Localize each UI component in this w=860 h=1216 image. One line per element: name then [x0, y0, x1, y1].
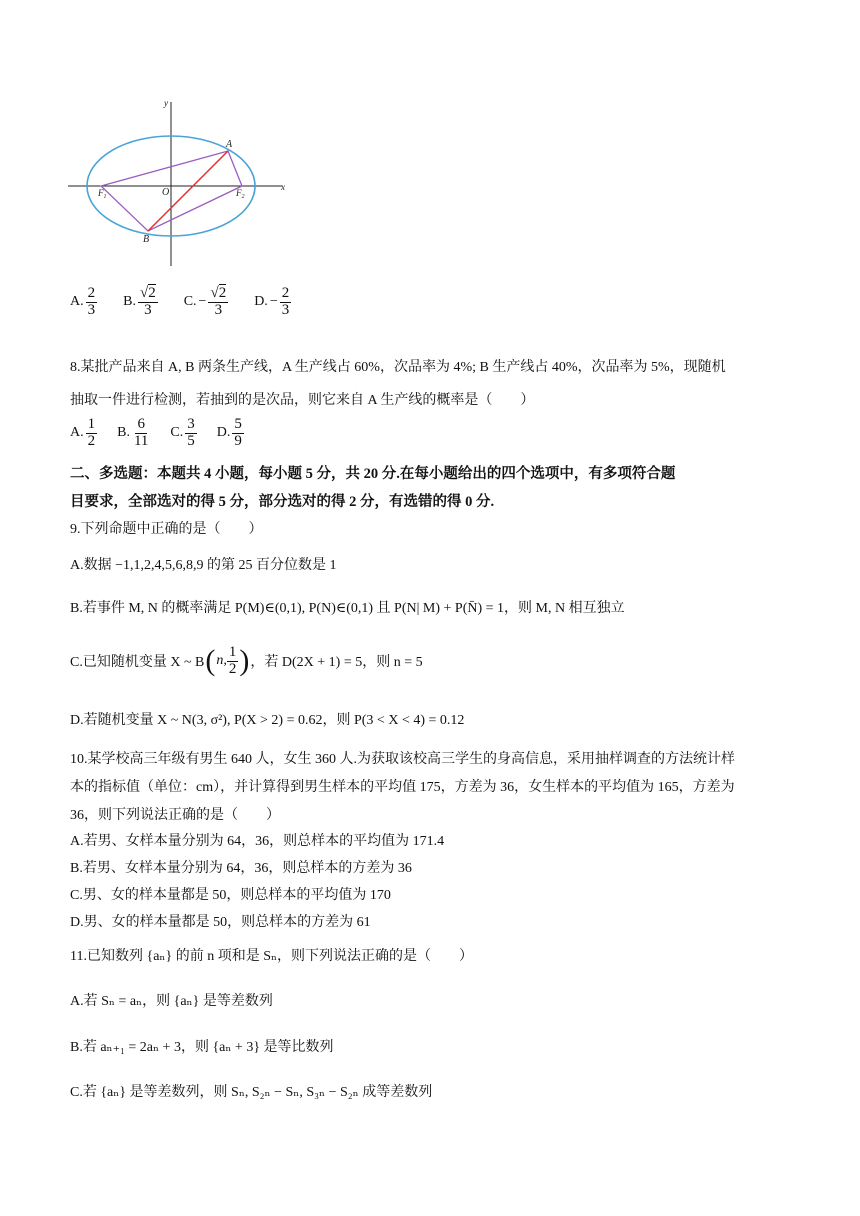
q10-stem-line3: 36，则下列说法正确的是（ ）	[70, 808, 280, 823]
q8-option-a[interactable]: A. $\frac{1}{2}$	[70, 416, 96, 449]
section-2-heading-line2: 目要求，全部选对的得 5 分，部分选对的得 2 分，有选错的得 0 分.	[70, 494, 495, 510]
segment-AB	[148, 151, 228, 231]
q8-option-b[interactable]: B. $\frac{6}{11}$	[117, 416, 149, 449]
q9-stem: 9.下列命题中正确的是（ ）	[70, 522, 263, 537]
q10-stem-line2: 本的指标值（单位：cm），并计算得到男生样本的平均值 175，方差为 36，女生样本的平均值为 165，方差为	[70, 780, 735, 795]
ellipse-figure	[66, 94, 296, 270]
q7-option-c[interactable]: C. − √ $\frac{2}{3}$	[184, 286, 228, 319]
q8-option-d[interactable]: D. $\frac{5}{9}$	[216, 416, 242, 449]
label-F1: $F_1$	[98, 188, 107, 200]
q11-stem: 11.已知数列 {aₙ} 的前 n 项和是 Sₙ，则下列说法正确的是（ ）	[70, 949, 474, 964]
q8-stem-line2: 抽取一件进行检测，若抽到的是次品，则它来自 A 生产线的概率是（ ）	[70, 393, 535, 408]
q9-option-c[interactable]: C.已知随机变量 X ~ B ( n, $\frac{1}{2}$ ) ，若 D(2X + 1) = 5，则 n = 5	[70, 644, 423, 678]
q11-option-a[interactable]: A.若 Sₙ = aₙ，则 {aₙ} 是等差数列	[70, 994, 273, 1009]
right-paren-icon: )	[239, 644, 250, 678]
y-axis-label: y	[164, 98, 168, 108]
q7-option-d[interactable]: D. − $\frac{2}{3}$	[254, 285, 290, 318]
q11-option-c[interactable]: C.若 {aₙ} 是等差数列，则 Sₙ, S₂ₙ − Sₙ, S₃ₙ − S₂ₙ 成等差数列	[70, 1085, 433, 1100]
q10-option-d[interactable]: D.男、女的样本量都是 50，则总样本的方差为 61	[70, 915, 371, 930]
q10-stem-line1: 10.某学校高三年级有男生 640 人，女生 360 人.为获取该校高三学生的身高信息，采用抽样调查的方法统计样	[70, 752, 735, 767]
q10-option-a[interactable]: A.若男、女样本量分别为 64，36，则总样本的平均值为 171.4	[70, 834, 445, 849]
q7-option-b[interactable]: B. √ $\frac{2}{3}$	[123, 286, 158, 319]
label-origin: O	[162, 187, 170, 198]
q10-option-b[interactable]: B.若男、女样本量分别为 64，36，则总样本的方差为 36	[70, 861, 412, 876]
section-2-heading-line1: 二、多选题：本题共 4 小题，每小题 5 分，共 20 分.在每小题给出的四个选项中，有多项符合题	[70, 466, 676, 482]
label-A: A	[226, 139, 233, 150]
q7-option-a[interactable]: A. $\frac{2}{3}$	[70, 285, 96, 318]
sqrt-icon	[210, 285, 218, 301]
q10-option-c[interactable]: C.男、女的样本量都是 50，则总样本的平均值为 170	[70, 888, 391, 903]
q8-options	[70, 417, 244, 450]
q8-stem-line1: 8.某批产品来自 A, B 两条生产线，A 生产线占 60%，次品率为 4%; B 生产线占 40%，次品率为 5%，现随机	[70, 360, 726, 375]
q9-option-b[interactable]: B.若事件 M, N 的概率满足 P(M)∈(0,1), P(N)∈(0,1) 且 P(N| M) + P(N̄) = 1，则 M, N 相互独立	[70, 601, 625, 616]
left-paren-icon: (	[205, 644, 216, 678]
label-F2: $F_2$	[236, 188, 245, 200]
q11-option-b[interactable]: B.若 aₙ₊₁ = 2aₙ + 3，则 {aₙ + 3} 是等比数列	[70, 1040, 334, 1055]
sqrt-icon	[140, 285, 148, 301]
q9-option-d[interactable]: D.若随机变量 X ~ N(3, σ²), P(X > 2) = 0.62，则 P(3 < X < 4) = 0.12	[70, 713, 465, 728]
label-B: B	[143, 234, 150, 245]
q9-option-a[interactable]: A.数据 −1,1,2,4,5,6,8,9 的第 25 百分位数是 1	[70, 558, 337, 573]
q7-options	[70, 286, 291, 319]
x-axis-label: x	[281, 182, 285, 192]
q8-option-c[interactable]: C. $\frac{3}{5}$	[170, 416, 195, 449]
